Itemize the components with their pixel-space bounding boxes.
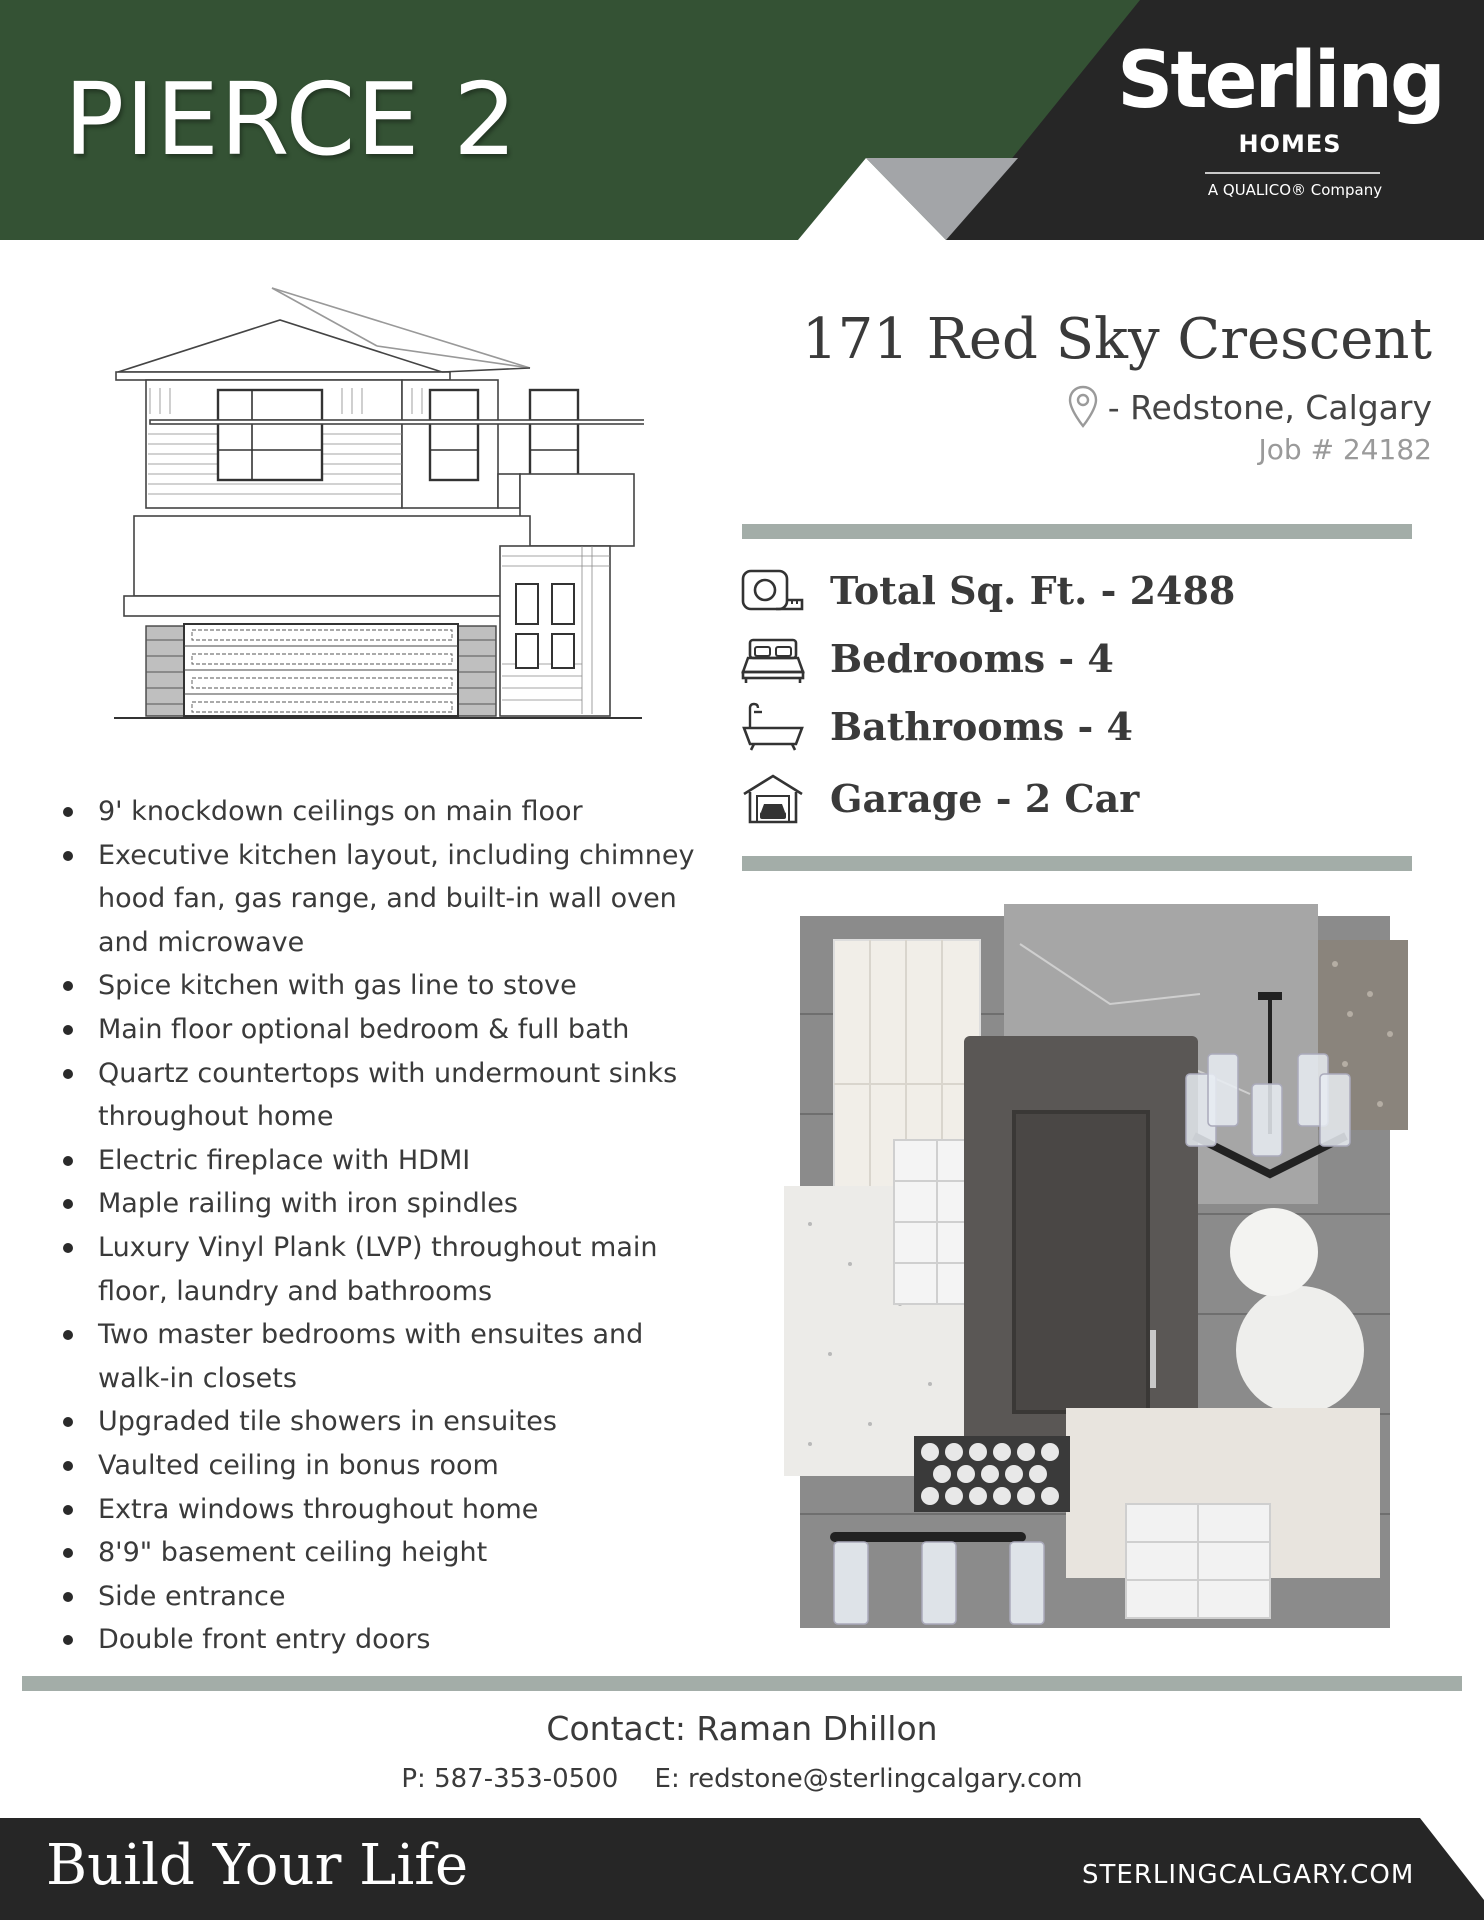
feature-item: Luxury Vinyl Plank (LVP) throughout main — [60, 1226, 720, 1270]
contact-name: Contact: Raman Dhillon — [546, 1709, 938, 1748]
feature-item: Side entrance — [60, 1575, 720, 1619]
feature-item: Maple railing with iron spindles — [60, 1182, 720, 1226]
feature-item-continued: floor, laundry and bathrooms — [98, 1275, 493, 1307]
spec-row-bedrooms — [740, 634, 1114, 684]
feature-item: Electric fireplace with HDMI — [60, 1139, 720, 1183]
house-elevation-drawing — [112, 284, 644, 756]
spec-bathrooms: Bathrooms - 4 — [830, 704, 1133, 749]
feature-item: Double front entry doors — [60, 1618, 720, 1662]
divider-bar-top — [742, 524, 1412, 539]
brand-divider — [1205, 172, 1380, 174]
contact-info — [0, 1766, 1484, 1792]
footer-website-link[interactable]: STERLINGCALGARY.COM — [1082, 1860, 1415, 1890]
contact-phone[interactable]: P: 587-353-0500 — [401, 1764, 619, 1794]
bed-icon — [740, 634, 806, 684]
brand-logo-sub: HOMES — [1238, 130, 1342, 158]
feature-item: Executive kitchen layout, including chimney — [60, 834, 720, 878]
spec-garage: Garage - 2 Car — [830, 776, 1140, 821]
feature-item: 9' knockdown ceilings on main floor — [60, 790, 720, 834]
model-title: PIERCE 2 — [64, 61, 518, 178]
property-address: 171 Red Sky Crescent — [802, 307, 1432, 372]
brand-tagline: A QUALICO® Company — [1207, 181, 1383, 199]
bathtub-icon — [740, 702, 806, 752]
feature-item-continued: hood fan, gas range, and built-in wall oven — [98, 883, 677, 915]
divider-bar-middle — [742, 856, 1412, 871]
community-name: - Redstone, Calgary — [1107, 387, 1432, 427]
spec-row-bathrooms — [740, 702, 1133, 752]
footer-slogan: Build Your Life — [46, 1833, 469, 1898]
community-row — [1068, 385, 1432, 429]
spec-bedrooms: Bedrooms - 4 — [830, 636, 1114, 681]
tape-measure-icon — [740, 566, 806, 616]
divider-bar-bottom — [22, 1676, 1462, 1691]
spec-row-garage — [740, 774, 1139, 824]
paint-swatch — [1236, 1286, 1364, 1414]
location-pin-icon — [1068, 385, 1098, 429]
vanity-light-image — [830, 1532, 1044, 1624]
job-number: Job # 24182 — [1258, 433, 1432, 466]
spec-row-sqft — [740, 566, 1235, 616]
features-list — [60, 790, 720, 1662]
feature-item: Upgraded tile showers in ensuites — [60, 1400, 720, 1444]
feature-item: Main floor optional bedroom & full bath — [60, 1008, 720, 1052]
feature-item: Quartz countertops with undermount sinks — [60, 1052, 720, 1096]
feature-item: Two master bedrooms with ensuites and — [60, 1313, 720, 1357]
feature-item-continued: walk-in closets — [98, 1362, 297, 1394]
feature-item: Vaulted ceiling in bonus room — [60, 1444, 720, 1488]
feature-item-continued: and microwave — [98, 926, 305, 958]
feature-item: 8'9" basement ceiling height — [60, 1531, 720, 1575]
finishes-moodboard — [780, 904, 1410, 1634]
contact-email[interactable]: E: redstone@sterlingcalgary.com — [654, 1764, 1083, 1794]
feature-item: Spice kitchen with gas line to stove — [60, 964, 720, 1008]
feature-item-continued: throughout home — [98, 1101, 334, 1133]
spec-sqft: Total Sq. Ft. - 2488 — [830, 568, 1236, 613]
garage-icon — [740, 774, 806, 824]
feature-item: Extra windows throughout home — [60, 1488, 720, 1532]
brand-logo-name: Sterling — [1117, 36, 1443, 126]
